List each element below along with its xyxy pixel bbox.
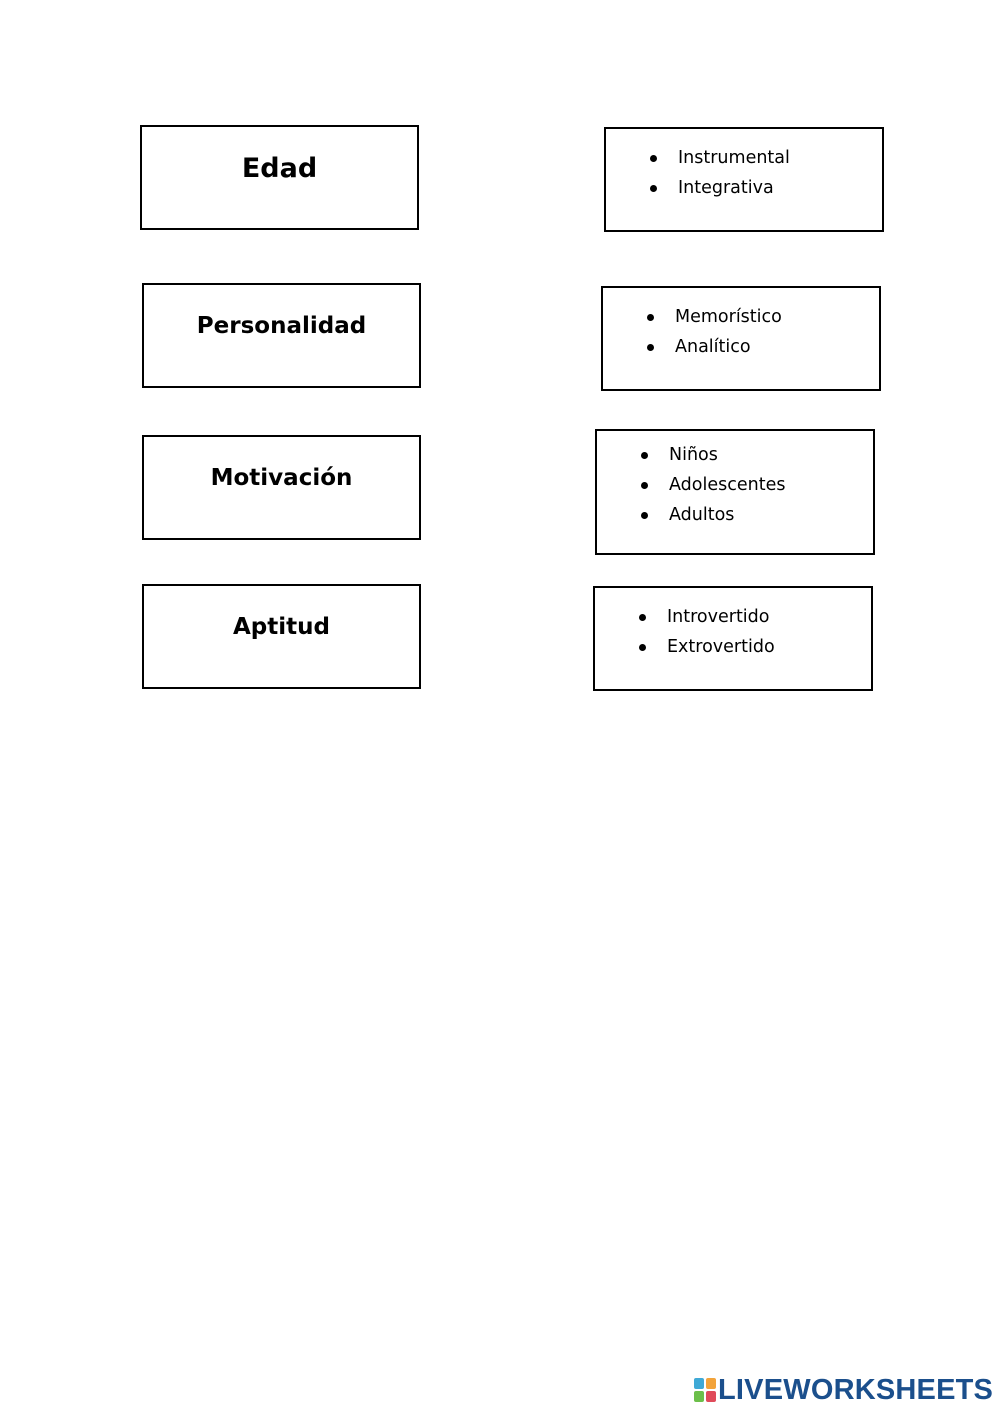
option-box-age-groups[interactable]: [595, 429, 875, 555]
option-list: [597, 440, 873, 530]
list-item: Instrumental: [606, 143, 882, 173]
concept-box-aptitud[interactable]: [142, 584, 421, 689]
liveworksheets-logo: [694, 1373, 993, 1407]
concept-box-motivacion[interactable]: [142, 435, 421, 540]
option-list: [606, 143, 882, 203]
logo-text: LIVEWORKSHEETS: [718, 1373, 994, 1406]
concept-box-personalidad[interactable]: [142, 283, 421, 388]
option-box-motivation-types[interactable]: [604, 127, 884, 232]
logo-square: [694, 1391, 704, 1402]
list-item: Analítico: [603, 332, 879, 362]
concept-box-edad[interactable]: [140, 125, 419, 230]
list-item: Adultos: [597, 500, 873, 530]
concept-label: Motivación: [210, 465, 353, 491]
option-box-aptitude-types[interactable]: [601, 286, 881, 391]
option-box-personality-types[interactable]: [593, 586, 873, 691]
logo-square: [694, 1378, 704, 1389]
list-item: Extrovertido: [595, 632, 871, 662]
concept-label: Personalidad: [196, 313, 367, 339]
logo-square: [706, 1378, 716, 1389]
option-list: [595, 602, 871, 662]
option-list: [603, 302, 879, 362]
list-item: Niños: [597, 440, 873, 470]
concept-label: Edad: [241, 153, 318, 184]
list-item: Introvertido: [595, 602, 871, 632]
concept-label: Aptitud: [233, 614, 330, 640]
list-item: Integrativa: [606, 173, 882, 203]
logo-mark-icon: [694, 1378, 716, 1402]
list-item: Adolescentes: [597, 470, 873, 500]
logo-square: [706, 1391, 716, 1402]
list-item: Memorístico: [603, 302, 879, 332]
